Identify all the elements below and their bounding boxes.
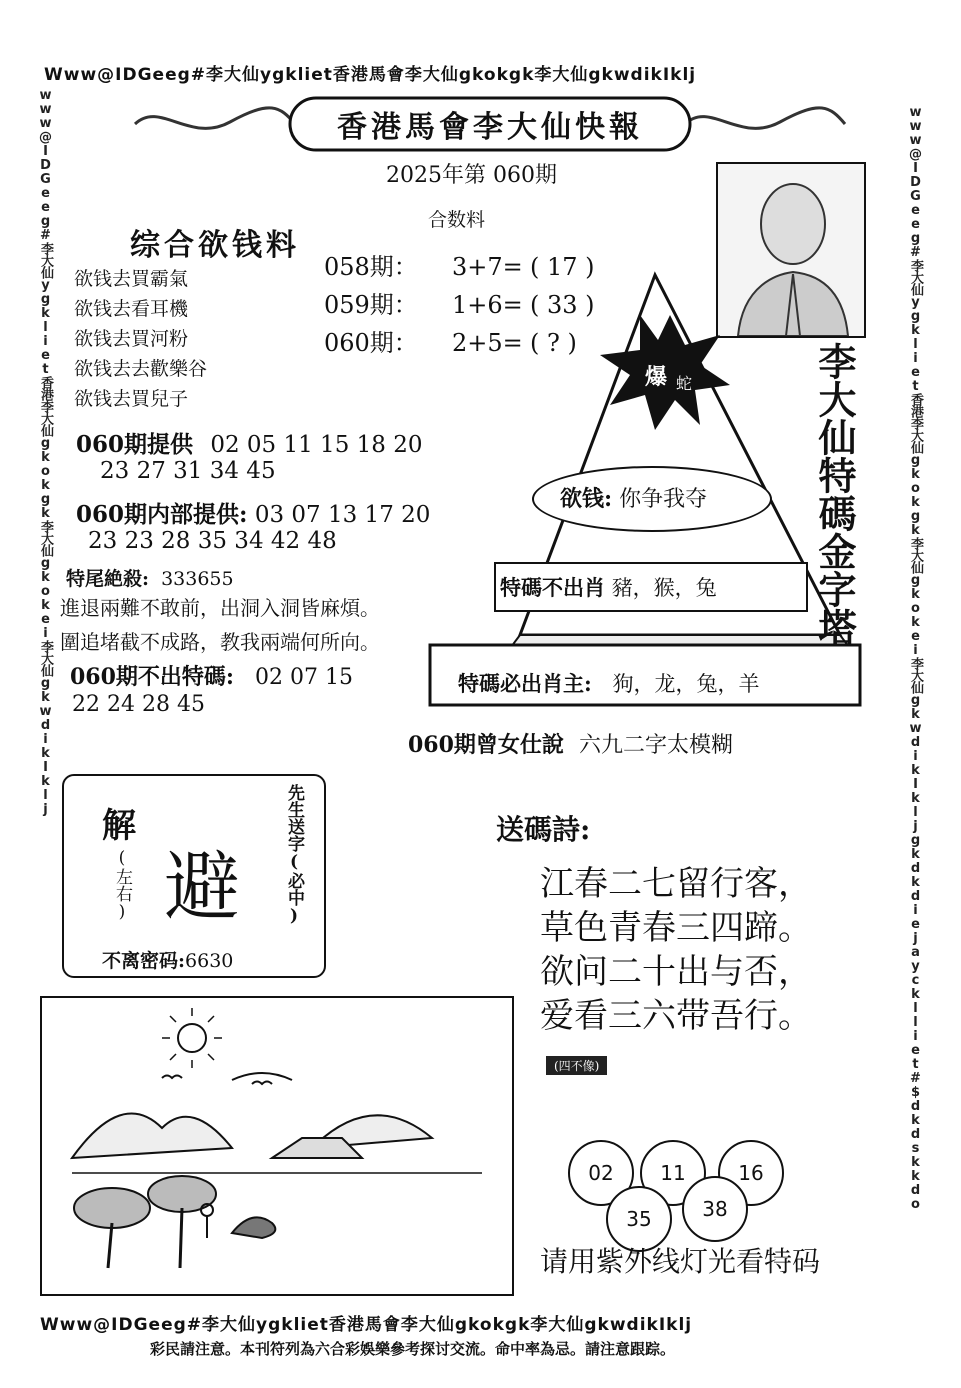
must-out-value: 狗，龙，兔，羊 xyxy=(612,672,760,696)
provide-numbers: 02 05 11 15 18 20 xyxy=(210,432,423,458)
page-title: 香港馬會李大仙快報 xyxy=(337,110,643,145)
burst-char: 爆 xyxy=(645,364,668,390)
left-block-list xyxy=(74,264,207,414)
poem-line: 江春二七留行客， xyxy=(540,864,812,904)
landscape-drawing xyxy=(40,996,514,1296)
footer-note: 彩民請注意。本刊符列為六合彩娛樂參考探讨交流。命中率為忌。請注意跟踪。 xyxy=(150,1340,676,1358)
riddle-side-label: 先生送字(必中) xyxy=(284,784,304,926)
poem-title: 送碼詩: xyxy=(496,813,591,846)
no-special-numbers-2: 22 24 28 45 xyxy=(72,692,205,717)
tail-label: 特尾絶殺: xyxy=(66,568,150,590)
poem-line: 草色青春三四蹄。 xyxy=(540,908,812,948)
poem-lines xyxy=(540,862,812,1038)
poem-line: 爱看三六带吾行。 xyxy=(540,996,812,1036)
money-label: 欲钱: xyxy=(560,486,613,512)
must-out-label: 特碼必出肖主: xyxy=(458,671,592,696)
watermark-top: Www@IDGeeg#李大仙ygkliet香港馬會李大仙gkokgk李大仙gkwdikIklj xyxy=(44,65,697,85)
internal-label: 060期内部提供: xyxy=(76,501,248,528)
list-item: 欲钱去去歡樂谷 xyxy=(74,358,208,380)
watermark-bottom: Www@IDGeeg#李大仙ygkliet香港馬會李大仙gkokgk李大仙gkwdikIklj xyxy=(40,1315,693,1335)
no-special-numbers: 02 07 15 xyxy=(255,665,354,690)
tail-row xyxy=(66,564,234,591)
sum-label: 060期： xyxy=(324,329,418,357)
tail-poem-2: 圍追堵截不成路，教我兩端何所向。 xyxy=(60,630,380,654)
number-ball: 38 xyxy=(682,1176,748,1242)
riddle-jie-note: (左右) xyxy=(112,848,132,922)
not-out-label: 特碼不出肖 xyxy=(500,575,605,600)
not-out-row xyxy=(500,572,717,602)
poem-tag: (四不像) xyxy=(546,1056,607,1075)
riddle-code xyxy=(102,946,233,973)
money-value: 你争我夺 xyxy=(619,487,708,512)
sum-label: 058期： xyxy=(324,253,418,281)
number-ball: 11 xyxy=(640,1140,706,1206)
no-special-row xyxy=(70,660,353,691)
landscape-icon xyxy=(42,998,512,1294)
riddle-big-char: 避 xyxy=(164,842,240,931)
riddle-jie: 解 xyxy=(102,806,136,846)
burst-animal: 蛇 xyxy=(676,374,693,393)
list-item: 欲钱去買兒子 xyxy=(74,388,189,410)
sum-expr: 3+7= xyxy=(452,253,523,281)
number-ball: 35 xyxy=(606,1186,672,1252)
internal-numbers-2: 23 23 28 35 34 42 48 xyxy=(88,528,337,554)
woman-says-label: 060期曾女仕說 xyxy=(408,732,564,758)
no-special-label: 060期不出特碼: xyxy=(70,664,235,690)
riddle-box xyxy=(62,774,326,978)
sum-label: 059期： xyxy=(324,291,418,319)
number-ball: 02 xyxy=(568,1140,634,1206)
issue-number: 2025年第 060期 xyxy=(386,163,557,188)
uv-note: 请用紫外线灯光看特码 xyxy=(540,1245,821,1278)
provide-row xyxy=(76,426,422,459)
list-item: 欲钱去買河粉 xyxy=(74,328,189,350)
sum-expr: 1+6= xyxy=(452,291,523,319)
list-item: 欲钱去買霸氣 xyxy=(74,268,189,290)
sum-result: ( 17 ) xyxy=(530,253,595,281)
must-out-row xyxy=(458,668,759,698)
watermark-right: www@IDGeeg#李大仙ygkliet香港李大仙gkokgk李大仙gkokei李大仙gkwdikIkljgkdkdiejaycklliet#$dkdskkdo xyxy=(908,105,923,1211)
woman-says-row xyxy=(408,728,733,759)
tail-value: 333655 xyxy=(161,568,234,590)
pyramid-vertical-title: 李大仙特碼金字塔 xyxy=(812,342,857,646)
riddle-code-label: 不离密码: xyxy=(102,950,186,972)
woman-says-value: 六九二字太模糊 xyxy=(578,733,733,758)
list-item: 欲钱去看耳機 xyxy=(74,298,189,320)
tail-poem-1: 進退兩難不敢前，出洞入洞皆麻煩。 xyxy=(60,596,380,620)
sum-result: ( 33 ) xyxy=(530,291,595,319)
money-row xyxy=(560,482,707,513)
subtitle: 合数料 xyxy=(428,209,486,231)
watermark-left: www@IDGeeg#李大仙ygkliet香港李大仙gkokgk李大仙gkokei李大仙gkwdikIklj xyxy=(38,88,53,816)
internal-row xyxy=(76,496,430,529)
not-out-value: 豬，猴，兔 xyxy=(611,576,717,600)
internal-numbers: 03 07 13 17 20 xyxy=(254,502,431,528)
sum-expr: 2+5= xyxy=(452,329,523,357)
provide-numbers-2: 23 27 31 34 45 xyxy=(100,458,276,484)
riddle-code-value: 6630 xyxy=(185,950,234,972)
left-block-title: 综合欲钱料 xyxy=(130,228,300,263)
sum-result: ( ? ) xyxy=(530,329,577,357)
header-banner xyxy=(130,92,850,154)
number-ball: 16 xyxy=(718,1140,784,1206)
poem-line: 欲问二十出与否， xyxy=(540,952,812,992)
provide-label: 060期提供 xyxy=(76,431,194,458)
